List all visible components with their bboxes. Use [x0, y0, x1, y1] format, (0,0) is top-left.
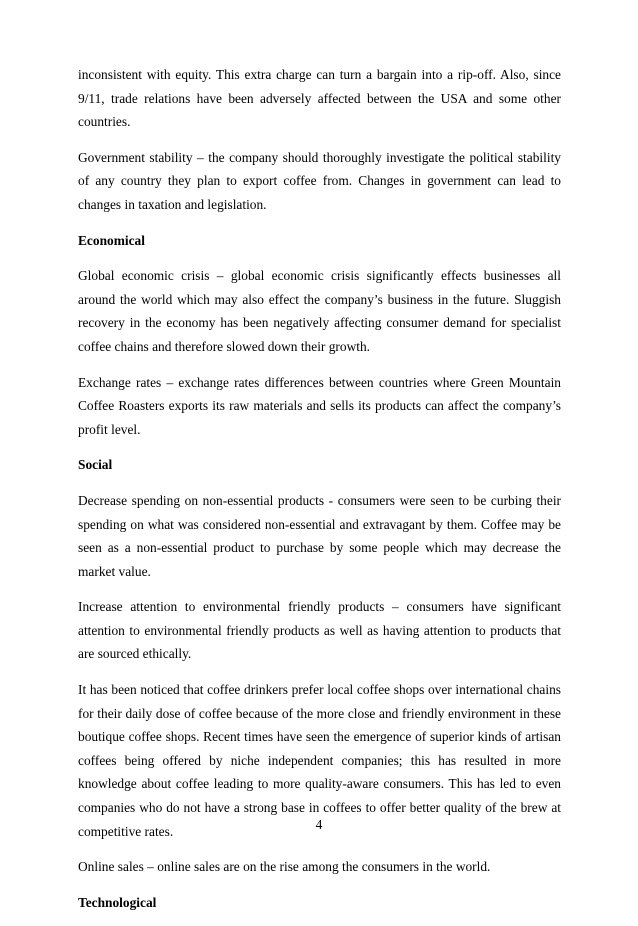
heading-social: Social: [78, 457, 113, 473]
paragraph-environmental-products: Increase attention to environmental friendly products – consumers have significant attention to environmental friendly products as well as having attention to products that are sourced ethically.: [78, 599, 561, 662]
page-number: 4: [315, 817, 323, 832]
paragraph-trade-relations: inconsistent with equity. This extra charge can turn a bargain into a rip-off. Also, since 9/11, trade relations have been adversely affected between the USA and some other countries.: [78, 67, 561, 130]
paragraph-global-economic-crisis: Global economic crisis – global economic crisis significantly effects businesses all around the world which may also effect the company’s business in the future. Sluggish recovery in the economy has been negatively affecting consumer demand for specialist coffee chains and therefore slowed down their growth.: [78, 268, 561, 354]
paragraph-local-coffee-shops: It has been noticed that coffee drinkers prefer local coffee shops over international chains for their daily dose of coffee because of the more close and friendly environment in these boutique coffee shops. Recent times have seen the emergence of superior kinds of artisan coffees being offered by niche independent companies; this has resulted in more knowledge about coffee leading to more quality-aware consumers. This has led to even companies who do not have a strong base in coffees to offer better quality of the brew at competitive rates.: [78, 682, 561, 839]
document-body: [78, 63, 561, 926]
paragraph-online-sales: Online sales – online sales are on the rise among the consumers in the world.: [78, 859, 491, 875]
paragraph-decrease-spending: Decrease spending on non-essential products - consumers were seen to be curbing their spending on what was considered non-essential and extravagant by them. Coffee may be seen as a non-essential product to purchase by some people which may decrease the market value.: [78, 492, 561, 579]
heading-economical: Economical: [78, 232, 145, 248]
paragraph-government-stability: Government stability – the company should thoroughly investigate the political stability of any country they plan to export coffee from. Changes in government can lead to changes in taxation and legislation.: [78, 149, 561, 212]
paragraph-exchange-rates: Exchange rates – exchange rates differences between countries where Green Mountain Coffee Roasters exports its raw materials and sells its products can affect the company’s profit level.: [78, 374, 561, 437]
heading-technological: Technological: [78, 894, 157, 910]
